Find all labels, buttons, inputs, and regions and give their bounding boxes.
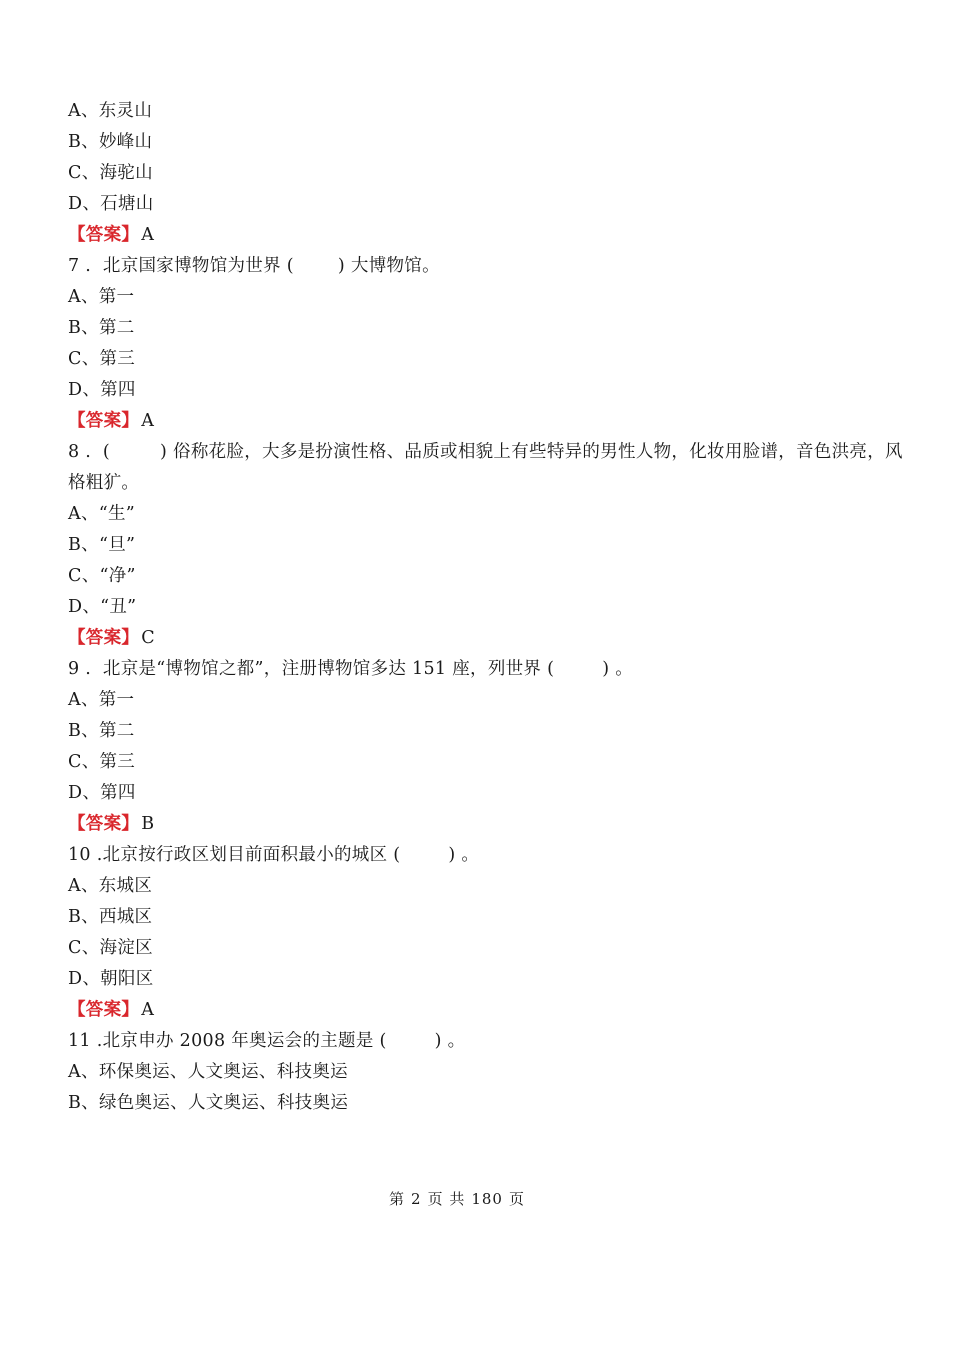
q8-option-d: D、“丑” [68, 597, 137, 617]
answer-label: 【答案】 [68, 411, 140, 431]
q7-option-b: B、第二 [68, 318, 135, 338]
q9-option-b: B、第二 [68, 721, 135, 741]
answer-label: 【答案】 [68, 814, 140, 834]
q7-option-d: D、第四 [68, 380, 136, 400]
question-text-end: ) 。 [602, 659, 634, 679]
q9-stem [68, 655, 633, 680]
q6-option-d: D、石塘山 [68, 194, 154, 214]
page-suffix: 页 [508, 1190, 525, 1208]
answer-value: C [141, 628, 155, 648]
q7-stem [68, 252, 440, 277]
q11-stem [68, 1027, 465, 1052]
answer-value: B [141, 814, 155, 834]
answer-value: A [141, 411, 155, 431]
answer-label: 【答案】 [68, 225, 140, 245]
question-number: 11 . [68, 1031, 103, 1051]
q9-answer [68, 810, 154, 835]
q8-option-c: C、“净” [68, 566, 136, 586]
q8-option-b: B、“旦” [68, 535, 136, 555]
q7-answer [68, 407, 154, 432]
answer-label: 【答案】 [68, 628, 140, 648]
page-mid: 页 共 [427, 1190, 466, 1208]
question-number: 8 . [68, 442, 92, 462]
question-text: 北京按行政区划目前面积最小的城区 ( [102, 845, 401, 865]
question-text: 北京国家博物馆为世界 ( [102, 256, 294, 276]
page-number: 2 [411, 1190, 422, 1208]
q10-answer [68, 996, 154, 1021]
page-footer [0, 1188, 914, 1209]
question-number: 7 . [68, 256, 92, 276]
q10-option-a: A、东城区 [68, 876, 153, 896]
page-prefix: 第 [389, 1190, 406, 1208]
question-text: 北京申办 2008 年奥运会的主题是 ( [102, 1031, 387, 1051]
q6-option-a: A、东灵山 [68, 101, 153, 121]
q6-option-c: C、海驼山 [68, 163, 153, 183]
q8-option-a: A、“生” [68, 504, 136, 524]
q8-stem [68, 438, 903, 463]
question-text: ( [102, 442, 111, 462]
question-text: 北京是“博物馆之都”，注册博物馆多达 151 座，列世界 ( [102, 659, 555, 679]
q9-option-a: A、第一 [68, 690, 135, 710]
q7-option-c: C、第三 [68, 349, 136, 369]
q8-stem-cont: 格粗犷。 [68, 473, 140, 493]
question-number: 10 . [68, 845, 103, 865]
question-number: 9 . [68, 659, 92, 679]
question-text-end: ) 。 [448, 845, 480, 865]
q6-option-b: B、妙峰山 [68, 132, 153, 152]
q10-option-d: D、朝阳区 [68, 969, 154, 989]
q9-option-d: D、第四 [68, 783, 136, 803]
q6-answer [68, 221, 154, 246]
page-total: 180 [471, 1190, 503, 1208]
q10-option-c: C、海淀区 [68, 938, 153, 958]
q7-option-a: A、第一 [68, 287, 135, 307]
answer-value: A [141, 225, 155, 245]
q8-answer [68, 624, 155, 649]
q10-option-b: B、西城区 [68, 907, 153, 927]
q10-stem [68, 841, 479, 866]
question-text-end: ) 。 [434, 1031, 466, 1051]
answer-label: 【答案】 [68, 1000, 140, 1020]
q11-option-b: B、绿色奥运、人文奥运、科技奥运 [68, 1093, 349, 1113]
question-text-end: ) 大博物馆。 [337, 256, 440, 276]
q11-option-a: A、环保奥运、人文奥运、科技奥运 [68, 1062, 348, 1082]
answer-value: A [141, 1000, 155, 1020]
q9-option-c: C、第三 [68, 752, 136, 772]
question-text-end: ) 俗称花脸，大多是扮演性格、品质或相貌上有些特异的男性人物，化妆用脸谱，音色洪亮，风 [160, 442, 903, 462]
